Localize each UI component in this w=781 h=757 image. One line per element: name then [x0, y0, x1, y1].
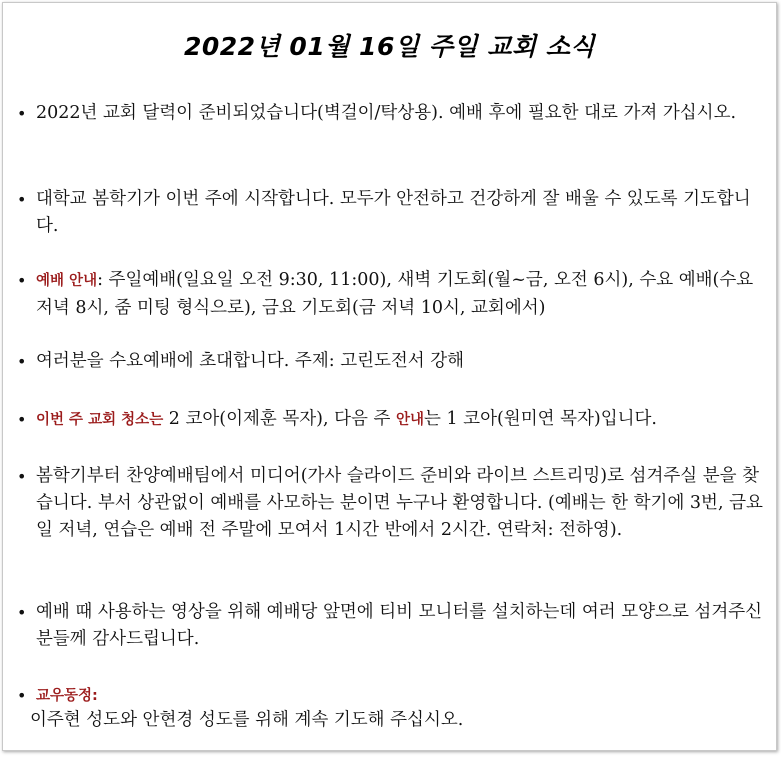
notice-item — [17, 682, 772, 710]
notice-text: 이주현 성도와 안현경 성도를 위해 계속 기도해 주십시오. — [30, 710, 464, 730]
page-title: 2022년 01월 16일 주일 교회 소식 — [183, 32, 596, 61]
notice-text: 예배 때 사용하는 영상을 위해 예배당 앞면에 티비 모니터를 설치하는데 여러 모양으로 섬겨주신 분들께 감사드립니다. — [36, 602, 763, 649]
bullet-icon: • — [17, 190, 27, 209]
bullet-icon: • — [17, 104, 27, 123]
bullet-icon: • — [17, 352, 27, 371]
bullet-icon: • — [17, 686, 27, 705]
notice-text: 2022년 교회 달력이 준비되었습니다(벽걸이/탁상용). 예배 후에 필요한 대로 가져 가십시오. — [36, 103, 737, 123]
notice-text-wrapper — [36, 267, 772, 322]
news-page — [2, 2, 777, 751]
guide-highlight: 안내 — [395, 412, 424, 428]
notice-item — [17, 186, 772, 240]
worship-guide-label: 예배 안내 — [36, 273, 98, 289]
notice-text-wrapper — [36, 682, 772, 710]
notice-item — [17, 267, 772, 322]
cleaning-label: 이번 주 교회 청소는 — [36, 412, 164, 428]
member-news-label: 교우동정: — [36, 688, 98, 704]
notice-text: 여러분을 수요예배에 초대합니다. 주제: 고린도전서 강해 — [36, 351, 465, 371]
notice-item — [17, 463, 772, 544]
notice-text: 대학교 봄학기가 이번 주에 시작합니다. 모두가 안전하고 건강하게 잘 배울 수 있도록 기도합니다. — [36, 189, 751, 236]
notice-text: 2 코아(이제훈 목자), 다음 주 — [163, 409, 396, 429]
notice-text: : 주일예배(일요일 오전 9:30, 11:00), 새벽 기도회(월~금, 오전 6시), 수요 예배(수요 저녁 8시, 줌 미팅 형식으로), 금요 기도회(금 저녁 10시, 교회에서) — [36, 270, 754, 318]
bullet-icon: • — [17, 603, 27, 622]
bullet-icon: • — [17, 271, 27, 290]
bullet-icon: • — [17, 410, 27, 429]
notice-item — [17, 100, 772, 127]
notice-text: 는 1 코아(원미연 목자)입니다. — [424, 409, 657, 429]
notice-item — [17, 599, 772, 653]
notice-text-wrapper — [36, 406, 772, 434]
notice-text: 봄학기부터 찬양예배팀에서 미디어(가사 슬라이드 준비와 라이브 스트리밍)로 섬겨주실 분을 찾습니다. 부서 상관없이 예배를 사모하는 분이면 누구나 환영합니다. (예배는 한 학기에 3번, 금요일 저녁, 연습은 예배 전 주말에 모여서 1시간 반에서 2시간. 연락처: 전하영). — [36, 466, 763, 540]
notice-item — [17, 406, 772, 434]
bullet-icon: • — [17, 467, 27, 486]
notice-item — [17, 348, 772, 375]
